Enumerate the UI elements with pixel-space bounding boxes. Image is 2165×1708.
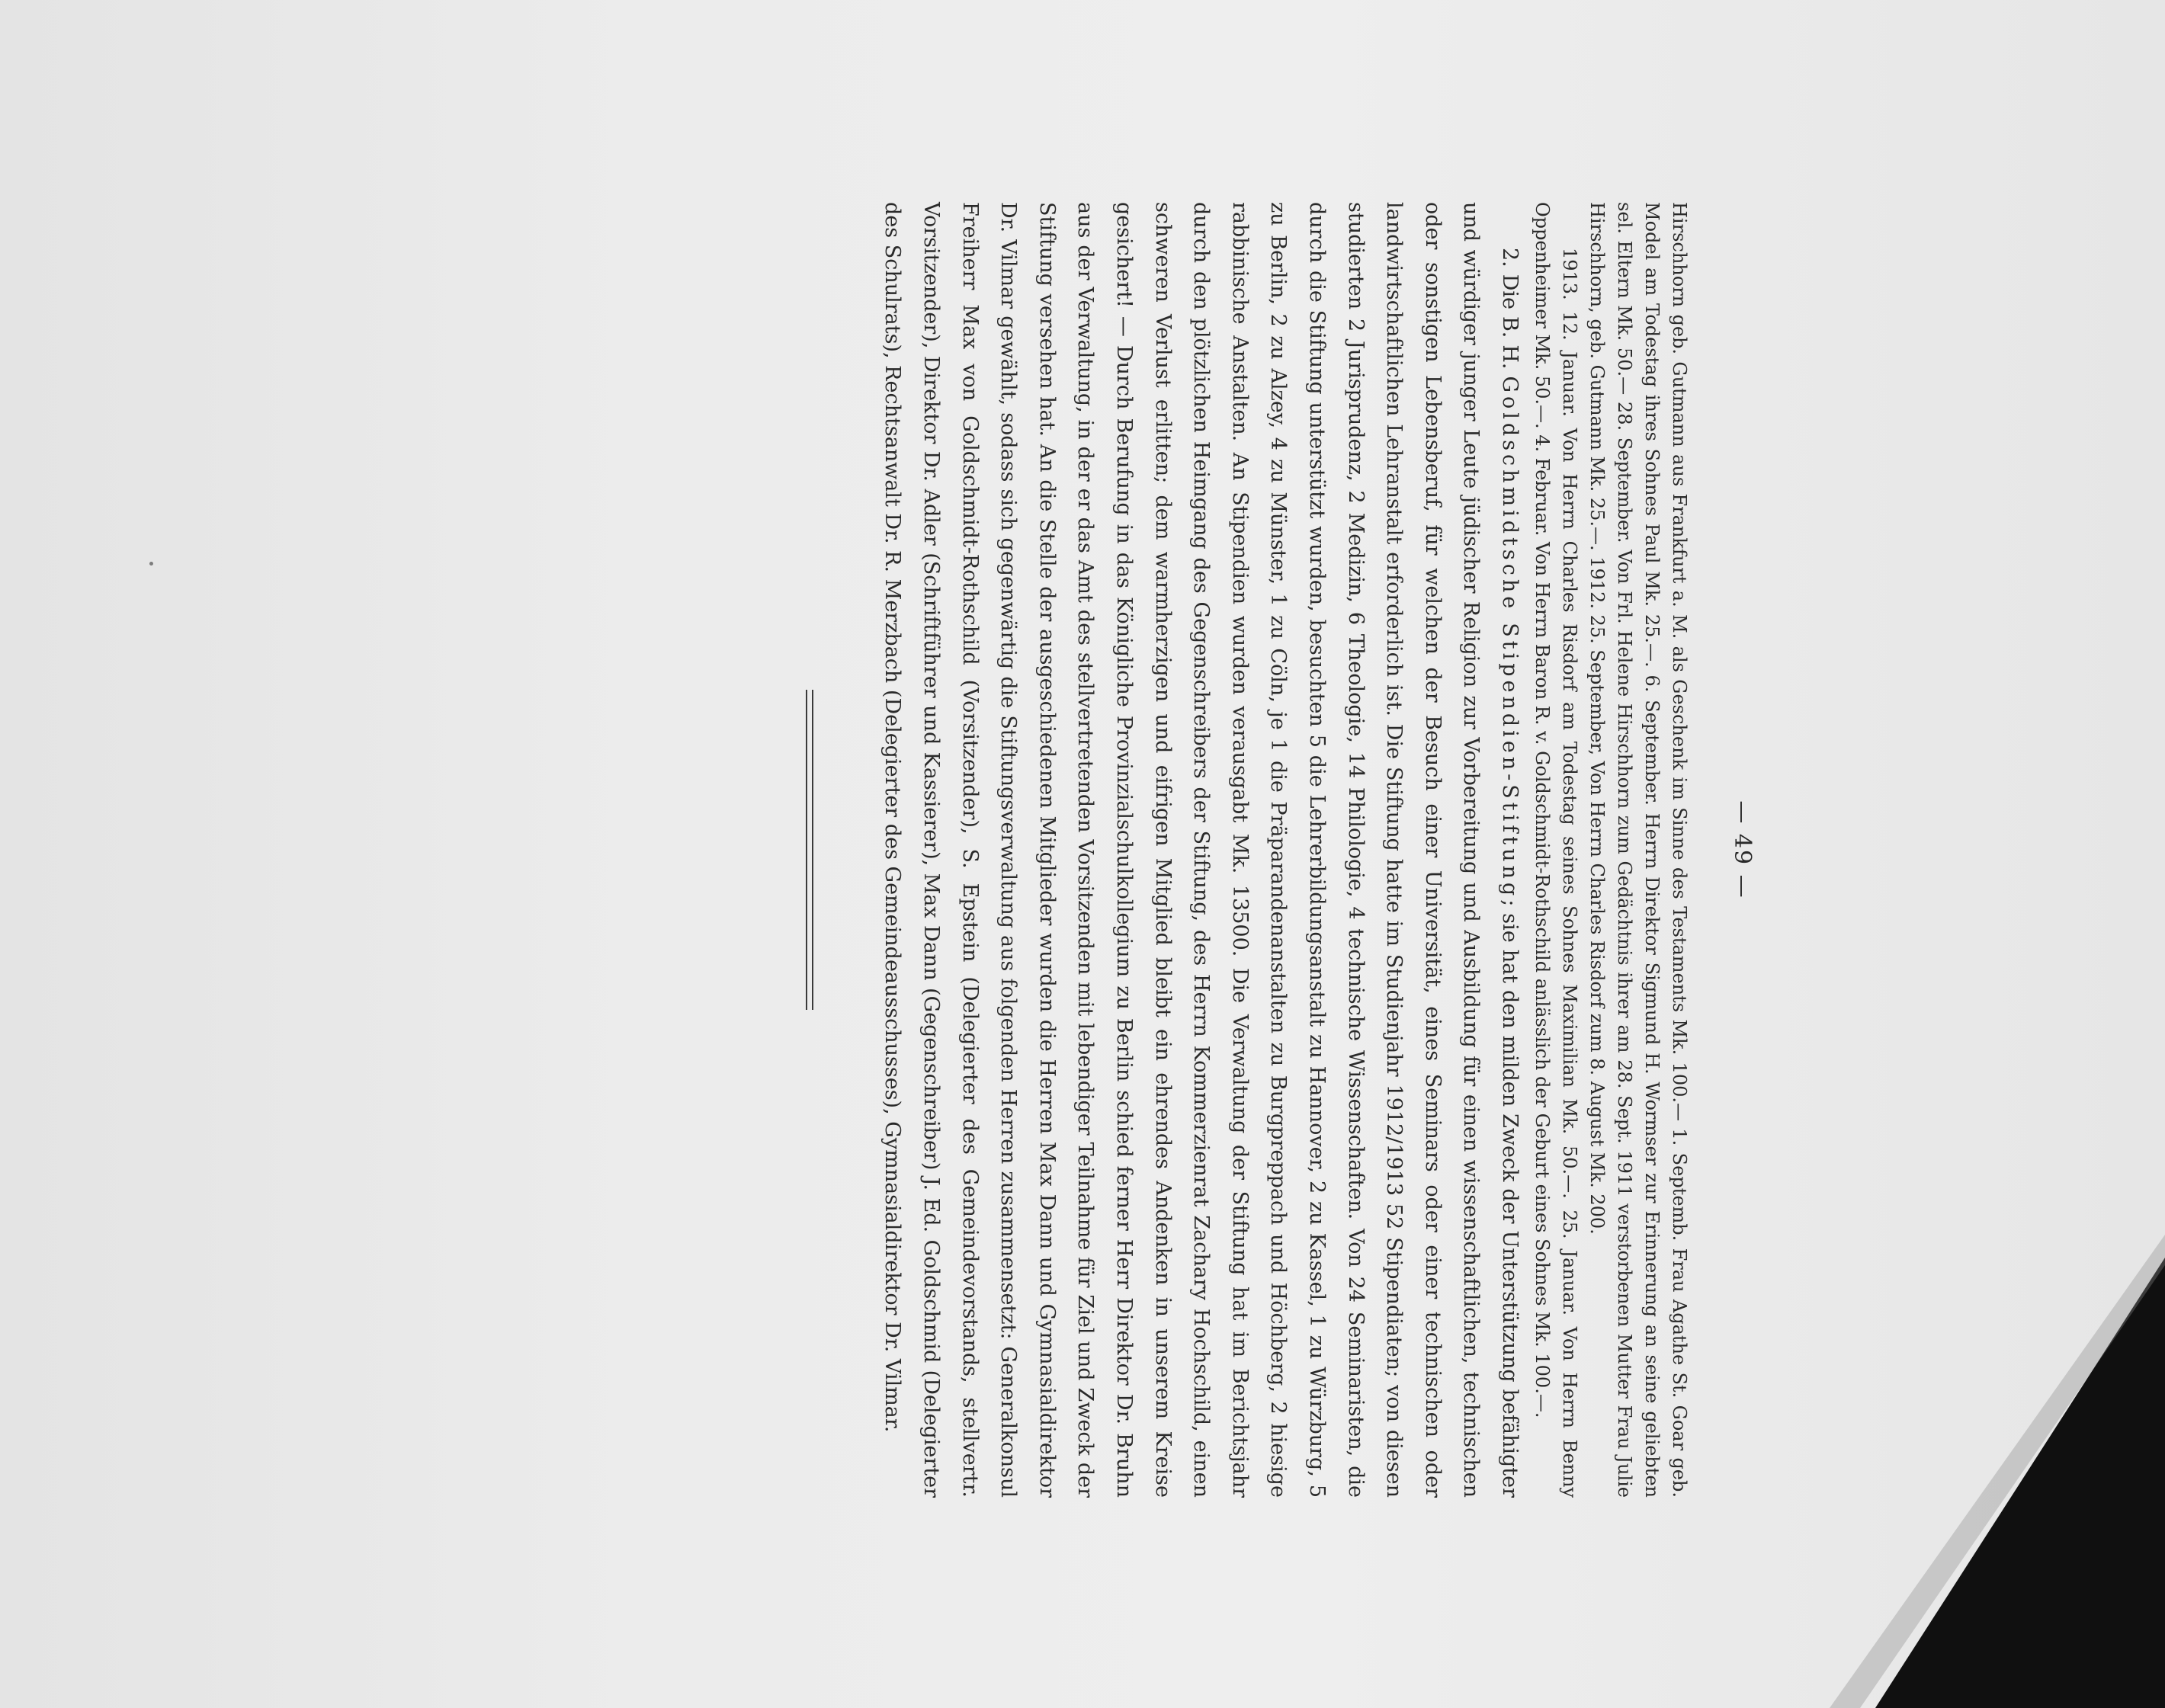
paragraph-stipendien-stiftung [873, 202, 1528, 1498]
paragraph-gifts-1913: 1913. 12. Januar. Von Herrn Charles Risdorf am Todestag seines Sohnes Maximilian Mk. 50.—. 25. Januar. Von Herrn Benny Oppenheimer Mk. 50.—. 4. Februar. Von Herrn Baron R. v. Goldschmidt-Rothschild anlässlich der Geburt eines Sohnes Mk. 100.—. [1532, 202, 1580, 1498]
foundation-name: Goldschmidtsche Stipendien-Stiftung [1498, 376, 1522, 900]
dust-speck [149, 562, 153, 566]
paragraph-gifts-1912: Hirschhorn geb. Gutmann aus Frankfurt a. M. als Geschenk im Sinne des Testaments Mk. 100.— 1. Septemb. Frau Agathe St. Goar geb. Model am Todestag ihres Sohnes Paul Mk. 25.—. 6. September. Herrn Direktor Sigmund H. Wormser zur Erinnerung an seine geliebten sel. Eltern Mk. 50.— 28. September. Von Frl. Helene Hirschhorn zum Gedächtnis ihrer am 28. Sept. 1911 verstorbenen Mutter Frau Julie Hirschhorn, geb. Gutmann Mk. 25.—. 1912. 25. September, Von Herrn Charles Risdorf zum 8. August Mk. 200. [1586, 202, 1690, 1498]
paragraph-body-text: ; sie hat den milden Zweck der Unterstützung befähigter und würdiger junger Leute jüdischer Religion zur Vorbereitung und Ausbildung für einen wissenschaftlichen, technischen oder sonstigen Lebensberuf, für welchen der Besuch einer Universität, eines Seminars oder einer technischen oder landwirtschaftlichen Lehranstalt erforderlich ist. Die Stiftung hatte im Studienjahr 1912/1913 52 Stipendiaten; von diesen studierten 2 Jurisprudenz, 2 Medizin, 6 Theologie, 14 Philologie, 4 technische Wissenschaften. Von 24 Seminaristen, die durch die Stiftung unterstützt wurden, besuchten 5 die Lehrerbildungsanstalt zu Hannover, 2 zu Kassel, 1 zu Würzburg, 5 zu Berlin, 2 zu Alzey, 4 zu Münster, 1 zu Cöln, je 1 die Präparandenanstalten zu Burgpreppach und Höchberg, 2 hiesige rabbinische Anstalten. An Stipendien wurden verausgabt Mk. 13500. Die Verwaltung der Stiftung hat im Berichtsjahr durch den plötzlichen Heimgang des Gegenschreibers der Stiftung, des Herrn Kommerzienrat Zachary Hochschild, einen schweren Verlust erlitten; dem warmherzigen und eifrigen Mitglied bleibt ein ehrendes Andenken in unserem Kreise gesichert! — Durch Berufung in das Königliche Provinzialschulkollegium zu Berlin schied ferner Herr Direktor Dr. Bruhn aus der Verwaltung, in der er das Amt des stellvertretenden Vorsitzenden mit lebendiger Teilnahme für Ziel und Zweck der Stiftung versehen hat. An die Stelle der ausgeschiedenen Mitglieder wurden die Herren Max Dann und Gymnasialdirektor Dr. Vilmar gewählt, sodass sich gegenwärtig die Stiftungsverwaltung aus folgenden Herren zusammensetzt: Generalkonsul Freiherr Max von Goldschmidt-Rothschild (Vorsitzender), S. Epstein (Delegierter des Gemeindevorstands, stellvertr. Vorsitzender), Direktor Dr. Adler (Schriftführer und Kassierer), Max Dann (Gegenschreiber) J. Ed. Goldschmid (Delegierter des Schulrats), Rechtsanwalt Dr. R. Merzbach (Delegierter des Gemeindeausschusses), Gymnasialdirektor Dr. Vilmar. [880, 202, 1522, 1498]
rotated-page-content [515, 202, 1757, 1498]
book-page [515, 202, 1757, 1498]
section-divider [806, 690, 813, 1010]
paragraph-lead-text: 2. Die B. H. [1498, 248, 1522, 377]
page-number: — 49 — [1729, 800, 1756, 899]
